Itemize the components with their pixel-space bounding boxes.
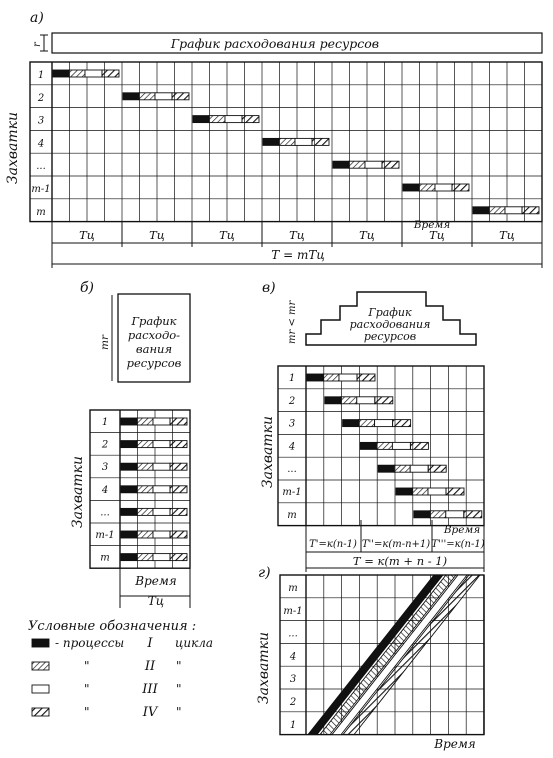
bar-cycle-3	[153, 418, 170, 425]
legend-suffix: "	[176, 682, 182, 696]
grip-label: 2	[289, 697, 297, 708]
bar-cycle-2	[349, 161, 365, 168]
bar-cycle-4	[242, 116, 259, 123]
bar-cycle-3	[392, 442, 410, 449]
bar-cycle-4	[312, 138, 329, 145]
bar-cycle-1	[378, 465, 394, 472]
period-2-label: T''=к(m-n+1)	[361, 539, 431, 550]
cycle-label-b: Tц	[147, 594, 165, 608]
grip-label: 4	[288, 441, 296, 453]
bar-cycle-3	[505, 207, 522, 214]
bar-cycle-1	[325, 397, 341, 404]
bar-cycle-3	[357, 397, 375, 404]
panel-g	[256, 565, 545, 751]
bar-cycle-4	[170, 508, 187, 515]
cycle-label-a: Tц	[359, 228, 375, 242]
bar-cycle-3	[428, 488, 446, 495]
bar-cycle-1	[396, 488, 412, 495]
bar-cycle-2	[323, 374, 339, 381]
bar-cycle-1	[121, 463, 137, 470]
resource-caption-line: расходо-	[127, 328, 181, 342]
bar-cycle-4	[170, 463, 187, 470]
bars-b	[121, 418, 187, 561]
grip-label: 4	[101, 484, 109, 496]
bar-cycle-2	[139, 93, 155, 100]
legend-suffix: "	[176, 659, 182, 673]
bar-cycle-1	[121, 554, 137, 561]
bar-cycle-2	[137, 508, 153, 515]
bar-cycle-3	[153, 486, 170, 493]
resource-caption-line: График	[368, 306, 412, 319]
bar-cycle-4	[464, 511, 482, 518]
grip-label: 3	[288, 418, 296, 430]
bar-cycle-2	[137, 463, 153, 470]
bar-cycle-1	[414, 511, 430, 518]
bar-cycle-1	[193, 116, 209, 123]
zakhvatki-label-v: Захватки	[260, 415, 276, 489]
period-1-label: T'=к(n-1)	[309, 539, 357, 550]
bar-cycle-2	[419, 184, 435, 191]
panel-b-label: б)	[80, 280, 95, 296]
legend-rows	[32, 636, 213, 720]
resource-caption-line: ресурсов	[363, 330, 417, 343]
bar-cycle-4	[102, 70, 119, 77]
panel-b	[70, 280, 190, 608]
bar-cycle-4	[428, 465, 446, 472]
zakhvatki-label-b: Захватки	[70, 455, 86, 529]
bar-cycle-3	[446, 511, 464, 518]
grip-label: 2	[37, 92, 45, 104]
grip-label: m-1	[31, 184, 51, 195]
grip-label: m-1	[95, 530, 115, 541]
bar-cycle-3	[153, 531, 170, 538]
bar-cycle-4	[170, 554, 187, 561]
legend-desc: - процессы	[55, 636, 125, 650]
grip-label: 2	[101, 439, 109, 451]
vremya-a: Время	[413, 219, 451, 231]
legend-cycle-numeral: I	[147, 636, 153, 651]
legend	[28, 619, 213, 720]
bar-cycle-2	[137, 418, 153, 425]
grip-label: ...	[287, 464, 297, 476]
legend-cycle-numeral: II	[144, 659, 156, 674]
period-3-label: T'''=к(n-1)	[431, 539, 485, 550]
bar-cycle-1	[53, 70, 69, 77]
panel-v	[260, 280, 485, 572]
grip-label: 3	[101, 462, 109, 474]
legend-cycle-numeral: III	[142, 682, 158, 697]
bar-cycle-3	[155, 93, 172, 100]
bar-cycle-2	[69, 70, 85, 77]
grip-label: 4	[37, 138, 45, 150]
bar-cycle-3	[153, 508, 170, 515]
bar-cycle-3	[153, 441, 170, 448]
legend-swatch-cycle-2	[32, 662, 49, 670]
zakhvatki-label-a: Захватки	[5, 111, 21, 185]
bar-cycle-4	[170, 441, 187, 448]
panel-g-label: г)	[258, 565, 271, 581]
bar-cycle-3	[153, 554, 170, 561]
bar-cycle-3	[410, 465, 428, 472]
zakhvatki-label-g: Захватки	[256, 631, 272, 705]
grip-label: m	[287, 509, 297, 521]
cycle-2-band	[320, 575, 456, 735]
bar-cycle-3	[85, 70, 102, 77]
grip-label: 3	[289, 674, 297, 686]
vremya-b: Время	[135, 574, 177, 588]
legend-suffix: цикла	[175, 636, 214, 650]
bars-a	[53, 70, 539, 214]
bar-cycle-2	[341, 397, 357, 404]
grip-label: m	[100, 552, 110, 564]
bar-cycle-3	[339, 374, 357, 381]
bar-cycle-4	[172, 93, 189, 100]
cycle-label-a: Tц	[289, 228, 305, 242]
cycle-1-line	[308, 575, 443, 735]
bar-cycle-1	[121, 486, 137, 493]
cycle-3-band	[332, 575, 467, 735]
grip-label: ...	[100, 507, 110, 519]
bar-cycle-4	[452, 184, 469, 191]
bar-cycle-2	[489, 207, 505, 214]
bar-cycle-4	[393, 420, 411, 427]
grid-right-mask	[485, 573, 545, 737]
bar-cycle-4	[170, 486, 187, 493]
grip-label: 1	[37, 70, 45, 81]
vremya-v: Время	[443, 524, 481, 536]
legend-swatch-cycle-3	[32, 685, 49, 693]
bars-v	[307, 374, 482, 518]
resource-caption-line: вания	[135, 342, 173, 356]
legend-title: Условные обозначения :	[28, 619, 197, 634]
resource-axis-label-b: mr	[99, 335, 111, 350]
bar-cycle-3	[365, 161, 382, 168]
grip-label: 1	[101, 417, 109, 428]
bar-cycle-2	[209, 116, 225, 123]
bar-cycle-4	[382, 161, 399, 168]
grip-label: m	[288, 583, 298, 594]
grip-label: 1	[289, 719, 297, 731]
bar-cycle-3	[435, 184, 452, 191]
grip-label: 2	[288, 395, 296, 407]
bar-cycle-3	[153, 463, 170, 470]
bar-cycle-1	[307, 374, 323, 381]
legend-swatch-cycle-4	[32, 708, 49, 716]
bar-cycle-4	[522, 207, 539, 214]
bar-cycle-1	[121, 418, 137, 425]
cycle-label-a: Tц	[219, 228, 235, 242]
bar-cycle-2	[430, 511, 446, 518]
bar-cycle-4	[375, 397, 393, 404]
bar-cycle-2	[359, 420, 375, 427]
bar-cycle-4	[357, 374, 375, 381]
legend-cycle-numeral: IV	[142, 705, 158, 720]
bar-cycle-2	[137, 531, 153, 538]
bar-cycle-1	[121, 531, 137, 538]
bar-cycle-3	[225, 116, 242, 123]
bar-cycle-1	[343, 420, 359, 427]
total-period-v: T = к(m + n - 1)	[352, 554, 448, 568]
bar-cycle-1	[121, 508, 137, 515]
cycle-4-band	[343, 575, 480, 735]
legend-desc: "	[84, 705, 90, 719]
resource-caption-line: ресурсов	[126, 356, 182, 370]
legend-suffix: "	[176, 705, 182, 719]
grip-label: ...	[288, 628, 298, 640]
grip-label: 4	[289, 651, 297, 663]
resource-caption-v	[350, 306, 431, 343]
resource-axis-label-a: r	[32, 42, 43, 47]
bar-cycle-4	[446, 488, 464, 495]
bar-cycle-1	[123, 93, 139, 100]
bar-cycle-2	[137, 441, 153, 448]
panel-a	[5, 10, 542, 268]
panel-a-label: а)	[30, 10, 44, 26]
grip-label: m-1	[282, 487, 302, 498]
cycle-label-a: Tц	[149, 228, 165, 242]
resource-caption-a: График расходования ресурсов	[170, 36, 380, 51]
total-period-a: T = mTц	[271, 248, 325, 262]
resource-caption-line: График	[131, 314, 177, 328]
panel-v-label: в)	[262, 280, 276, 296]
bar-cycle-3	[295, 138, 312, 145]
bar-cycle-1	[360, 442, 376, 449]
bar-cycle-4	[170, 418, 187, 425]
bar-cycle-1	[473, 207, 489, 214]
x-axis-label-g: Время	[434, 737, 476, 751]
resource-caption-line: расходования	[349, 318, 431, 331]
cycle-label-a: Tц	[79, 228, 95, 242]
bar-cycle-1	[403, 184, 419, 191]
grip-label: 1	[288, 373, 296, 384]
grip-label: m-1	[283, 605, 303, 617]
legend-swatch-cycle-1	[32, 639, 49, 647]
grip-label: ...	[36, 161, 46, 173]
bar-cycle-2	[394, 465, 410, 472]
bar-cycle-1	[333, 161, 349, 168]
cycle-label-a: Tц	[499, 228, 515, 242]
bar-cycle-2	[137, 554, 153, 561]
bar-cycle-2	[279, 138, 295, 145]
bar-cycle-3	[375, 420, 393, 427]
legend-desc: "	[84, 682, 90, 696]
bar-cycle-4	[410, 442, 428, 449]
grip-label: m	[36, 206, 46, 218]
legend-desc: "	[84, 659, 90, 673]
bar-cycle-2	[137, 486, 153, 493]
cycle-label-a: Tц	[429, 228, 445, 242]
resource-caption-b	[127, 314, 182, 370]
bar-cycle-1	[121, 441, 137, 448]
bar-cycle-1	[263, 138, 279, 145]
bar-cycle-4	[170, 531, 187, 538]
resource-axis-label-v: mr < mr	[287, 300, 298, 344]
bar-cycle-2	[376, 442, 392, 449]
bar-cycle-2	[412, 488, 428, 495]
grip-label: 3	[37, 115, 45, 127]
